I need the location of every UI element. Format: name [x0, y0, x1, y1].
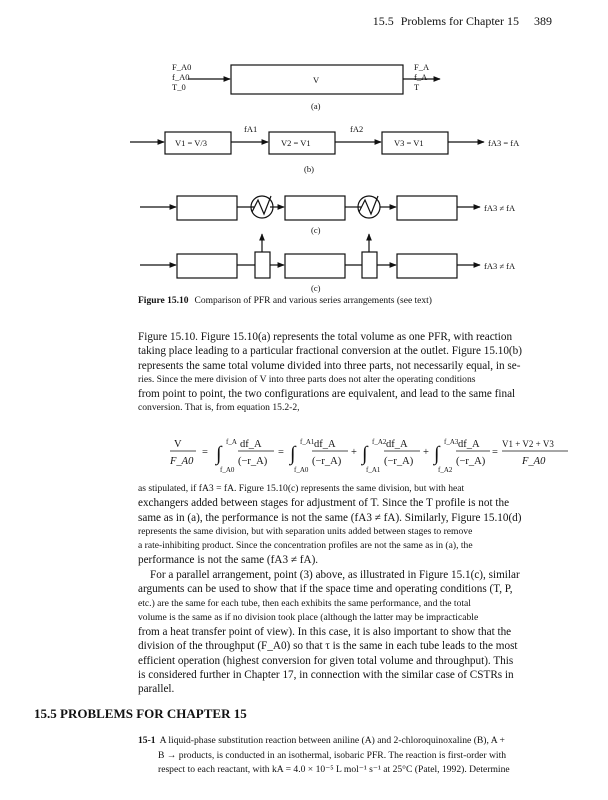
- section-heading: 15.5 PROBLEMS FOR CHAPTER 15: [34, 706, 247, 721]
- panel-a-in-1: F_A0: [172, 62, 192, 72]
- panel-b-box-2: V2 = V1: [281, 138, 311, 148]
- p3-line: etc.) are the same for each tube, then each exhibits the same performance, and the total: [138, 597, 471, 609]
- header-title: Problems for Chapter 15: [400, 14, 519, 28]
- eq-lhs-num: V: [174, 439, 182, 450]
- p2-line: a rate-inhibiting product. Since the concentration profiles are not the same as in (a), the: [138, 540, 473, 552]
- panel-b-box-3: V3 = V1: [394, 138, 424, 148]
- figure-15-10: [0, 0, 608, 300]
- svg-text:=: =: [202, 447, 208, 458]
- paragraph-2: [138, 482, 558, 568]
- eq-int-den: (−r_A): [238, 456, 268, 467]
- equation-15-2-2: [170, 432, 570, 478]
- p3-line: is considered further in Chapter 17, in connection with the similar case of CSTRs in: [138, 669, 514, 682]
- panel-c-out: fA3 ≠ fA: [484, 203, 516, 213]
- svg-text:∫: ∫: [362, 443, 368, 465]
- eq-rhs-den: F_A0: [522, 456, 546, 467]
- svg-text:df_A: df_A: [386, 439, 408, 450]
- problem-line: A liquid-phase substitution reaction between aniline (A) and 2-chloroquinoxaline (B), A +: [159, 735, 505, 746]
- panel-b-stream-1: fA1: [244, 124, 258, 134]
- panel-d-out: fA3 ≠ fA: [484, 261, 516, 271]
- panel-a-label: (a): [311, 101, 321, 111]
- panel-c-reactor-3: [397, 196, 457, 220]
- svg-text:+: +: [423, 447, 429, 458]
- p1-line: ries. Since the mere division of V into three parts does not alter the operating conditions: [138, 373, 476, 385]
- p3-line: volume is the same as if no division took place (although the latter may be impracticable: [138, 611, 479, 623]
- panel-d-label: (c): [311, 283, 321, 293]
- p1-line: conversion. That is, from equation 15.2-2,: [138, 402, 300, 414]
- svg-text:df_A: df_A: [458, 439, 480, 450]
- eq-limit: f_A2: [438, 466, 453, 474]
- eq-limit: f_A1: [366, 466, 381, 474]
- p2-line: performance is not the same (fA3 ≠ fA).: [138, 554, 319, 567]
- panel-a-out-1: F_A: [414, 62, 430, 72]
- p3-line: parallel.: [138, 683, 175, 696]
- eq-limit: f_A2: [372, 438, 387, 446]
- eq-limit: f_A: [226, 438, 237, 446]
- panel-b-label: (b): [304, 164, 314, 174]
- p3-line: from a heat transfer point of view). In this case, it is also important to show that the: [138, 626, 512, 639]
- svg-text:(−r_A): (−r_A): [384, 456, 414, 467]
- svg-text:df_A: df_A: [314, 439, 336, 450]
- panel-d-reactor-3: [397, 254, 457, 278]
- panel-c-reactor-2: [285, 196, 345, 220]
- p1-line: taking place leading to a particular fractional conversion at the outlet. Figure 15.10(b): [138, 345, 522, 358]
- svg-text:(−r_A): (−r_A): [456, 456, 486, 467]
- p1-line: Figure 15.10. Figure 15.10(a) represents the total volume as one PFR, with reaction: [138, 331, 513, 343]
- p2-line: as stipulated, if fA3 = fA. Figure 15.10(c) represents the same division, but with heat: [138, 483, 465, 494]
- panel-c-label: (c): [311, 225, 321, 235]
- eq-rhs-num: V1 + V2 + V3: [502, 439, 554, 449]
- panel-a-box-label: V: [313, 75, 320, 85]
- problem-number: 15-1: [138, 735, 156, 746]
- header-page: 389: [534, 14, 552, 28]
- panel-a-in-3: T_0: [172, 82, 186, 92]
- panel-d-reactor-1: [177, 254, 237, 278]
- svg-text:+: +: [351, 447, 357, 458]
- p2-line: exchangers added between stages for adjustment of T. Since the T profile is not the: [138, 497, 510, 510]
- panel-b-stream-2: fA2: [350, 124, 364, 134]
- p1-line: from point to point, the two configurations are equivalent, and lead to the same final: [138, 388, 516, 401]
- panel-b-out: fA3 = fA: [488, 138, 520, 148]
- caption-label: Figure 15.10: [138, 296, 189, 306]
- p2-line: represents the same division, but with separation units added between stages to remove: [138, 525, 473, 537]
- svg-text:∫: ∫: [434, 443, 440, 465]
- svg-text:(−r_A): (−r_A): [312, 456, 342, 467]
- eq-lhs-den: F_A0: [170, 456, 194, 467]
- panel-a-out-3: T: [414, 82, 420, 92]
- problem-15-1: [138, 734, 558, 778]
- svg-text:∫: ∫: [290, 443, 296, 465]
- panel-a-in-2: f_A0: [172, 72, 190, 82]
- p2-line: same as in (a), the performance is not the same (fA3 ≠ fA). Similarly, Figure 15.10(d): [138, 511, 522, 524]
- problem-line: respect to each reactant, with kA = 4.0 × 10⁻⁵ L mol⁻¹ s⁻¹ at 25°C (Patel, 1992). Determine: [158, 764, 510, 775]
- p1-line: represents the same total volume divided into three parts, not necessarily equal, in se-: [138, 359, 521, 372]
- separator-1: [255, 252, 270, 278]
- problem-line: B → products, is conducted in an isothermal, isobaric PFR. The reaction is first-order with: [158, 749, 507, 761]
- eq-int-num: df_A: [240, 439, 262, 450]
- svg-text:=: =: [278, 447, 284, 458]
- eq-limit: f_A3: [444, 438, 459, 446]
- eq-limit: f_A0: [294, 466, 309, 474]
- header-section: 15.5: [372, 14, 394, 28]
- p3-line: efficient operation (highest conversion for given total volume and throughput). This: [138, 654, 514, 667]
- panel-a-out-2: f_A: [414, 72, 428, 82]
- p3-line: For a parallel arrangement, point (3) above, as illustrated in Figure 15.1(c), similar: [150, 569, 520, 581]
- caption-text: Comparison of PFR and various series arrangements (see text): [194, 296, 432, 306]
- panel-b-box-1: V1 = V/3: [175, 138, 208, 148]
- svg-text:=: =: [492, 447, 498, 458]
- p3-line: division of the throughput (F_A0) so that τ is the same in each tube leads to the most: [138, 640, 518, 653]
- paragraph-1: [138, 330, 558, 416]
- eq-limit: f_A0: [220, 466, 235, 474]
- eq-limit: f_A1: [300, 438, 315, 446]
- figure-caption: [138, 296, 558, 306]
- panel-c-reactor-1: [177, 196, 237, 220]
- paragraph-3: [138, 568, 558, 697]
- svg-text:∫: ∫: [216, 443, 222, 465]
- p3-line: arguments can be used to show that if the space time and operating conditions (T, P,: [138, 583, 513, 596]
- panel-d-reactor-2: [285, 254, 345, 278]
- separator-2: [362, 252, 377, 278]
